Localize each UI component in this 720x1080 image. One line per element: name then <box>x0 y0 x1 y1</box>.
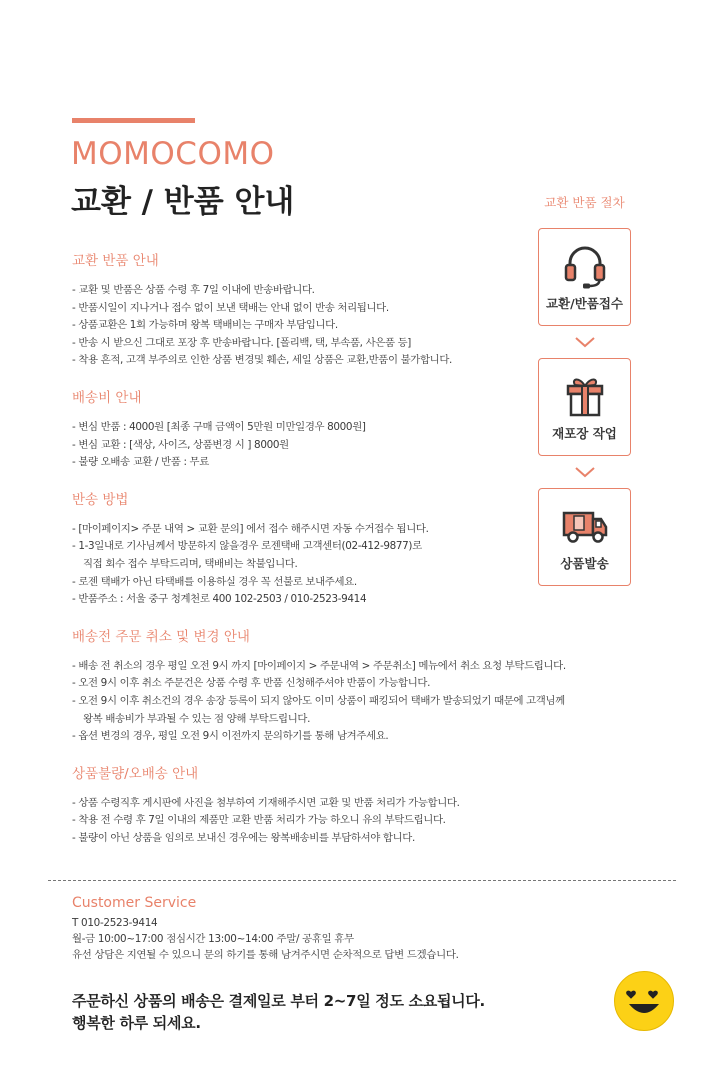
section-divider <box>48 880 676 881</box>
cs-hours: 월-금 10:00~17:00 점심시간 13:00~14:00 주말/ 공휴일 휴무 <box>72 933 354 945</box>
return-process-steps <box>538 195 631 586</box>
gift-box-icon <box>561 371 609 419</box>
order-cancel-section <box>72 628 566 746</box>
policy-sections <box>72 252 566 866</box>
step-shipping <box>538 488 631 586</box>
brand-name: MOMOCOMO <box>71 136 275 172</box>
closing-line-1: 주문하신 상품의 배송은 결제일로 부터 2~7일 정도 소요됩니다. <box>72 992 485 1010</box>
section-line: - 반품주소 : 서울 중구 청계천로 400 102-2503 / 010-2523-9414 <box>72 593 367 606</box>
step-repack <box>538 358 631 456</box>
section-title: 반송 방법 <box>72 491 129 508</box>
closing-line-2: 행복한 하루 되세요. <box>72 1014 201 1032</box>
delivery-truck-icon <box>561 501 609 549</box>
section-line: - 착용 흔적, 고객 부주의로 인한 상품 변경및 훼손, 세일 상품은 교환,반품이 불가합니다. <box>72 354 453 367</box>
exchange-return-section <box>72 252 532 370</box>
section-line: 왕복 배송비가 부과될 수 있는 점 양해 부탁드립니다. <box>83 712 311 725</box>
step-label: 상품발송 <box>560 556 609 571</box>
step-label: 교환/반품접수 <box>545 296 624 311</box>
section-line: - 교환 및 반품은 상품 수령 후 7일 이내에 반송바랍니다. <box>72 284 315 296</box>
smiley-face-icon <box>613 970 675 1032</box>
section-line: - 변심 반품 : 4000원 [최종 구매 금액이 5만원 미만일경우 8000원] <box>72 420 366 433</box>
section-title: 배송비 안내 <box>72 389 142 406</box>
page-title: 교환 / 반품 안내 <box>71 184 295 220</box>
section-line: 직접 회수 접수 부탁드리며, 택배비는 착불입니다. <box>83 557 298 570</box>
section-line: - 상품 수령직후 게시판에 사진을 첨부하여 기재해주시면 교환 및 반품 처리가 가능합니다. <box>72 796 460 809</box>
section-line: - 착용 전 수령 후 7일 이내의 제품만 교환 반품 처리가 가능 하오니 유의 부탁드립니다. <box>72 814 446 827</box>
step-label: 재포장 작업 <box>552 426 617 441</box>
cs-note: 유선 상담은 지연될 수 있으니 문의 하기를 통해 남겨주시면 순차적으로 답변 드겠습니다. <box>72 949 459 961</box>
closing-message <box>72 990 485 1034</box>
section-line: - 반송 시 받으신 그대로 포장 후 반송바랍니다. [폴리백, 택, 부속품, 사은품 등] <box>72 336 411 349</box>
section-line: - 로젠 택배가 아닌 타택배를 이용하실 경우 꼭 선불로 보내주세요. <box>72 575 357 588</box>
headset-icon <box>561 241 609 289</box>
section-line: - 상품교환은 1회 가능하며 왕복 택배비는 구매자 부담입니다. <box>72 319 338 332</box>
step-receipt <box>538 228 631 326</box>
chevron-down-icon <box>538 456 631 488</box>
section-title: 배송전 주문 취소 및 변경 안내 <box>72 628 250 645</box>
section-line: - 불량이 아닌 상품을 임의로 보내신 경우에는 왕복배송비를 부담하셔야 합니다. <box>72 831 415 844</box>
return-method-section <box>72 491 532 609</box>
defect-misdelivery-section <box>72 765 532 848</box>
section-line: - 불량 오배송 교환 / 반품 : 무료 <box>72 456 209 469</box>
chevron-down-icon <box>538 326 631 358</box>
section-line: - [마이페이지> 주문 내역 > 교환 문의] 에서 접수 해주시면 자동 수거접수 됩니다. <box>72 522 429 535</box>
section-title: 교환 반품 안내 <box>72 253 159 269</box>
section-line: - 배송 전 취소의 경우 평일 오전 9시 까지 [마이페이지 > 주문내역 > 주문취소] 메뉴에서 취소 요청 부탁드립니다. <box>72 659 566 672</box>
title-accent-bar <box>72 118 195 123</box>
shipping-fee-section <box>72 389 532 472</box>
section-line: - 변심 교환 : [색상, 사이즈, 상품변경 시 ] 8000원 <box>72 438 289 451</box>
cs-phone: T 010-2523-9414 <box>72 917 158 929</box>
section-line: - 옵션 변경의 경우, 평일 오전 9시 이전까지 문의하기를 통해 남겨주세요. <box>72 730 389 743</box>
section-line: - 반품시일이 지나거나 접수 없이 보낸 택배는 안내 없이 반송 처리됩니다. <box>72 301 389 314</box>
customer-service-title: Customer Service <box>72 895 197 911</box>
section-line: - 오전 9시 이후 취소 주문건은 상품 수령 후 반품 신청해주셔야 반품이 가능합니다. <box>72 677 431 690</box>
customer-service-info <box>72 915 459 963</box>
section-line: - 오전 9시 이후 취소건의 경우 송장 등록이 되지 않아도 이미 상품이 패킹되어 택배가 발송되었기 때문에 고객님께 <box>72 694 565 707</box>
process-title: 교환 반품 절차 <box>544 195 625 210</box>
section-line: - 1-3일내로 기사님께서 방문하지 않을경우 로젠택배 고객센터(02-412-9877)로 <box>72 540 422 553</box>
section-title: 상품불량/오배송 안내 <box>72 765 199 782</box>
